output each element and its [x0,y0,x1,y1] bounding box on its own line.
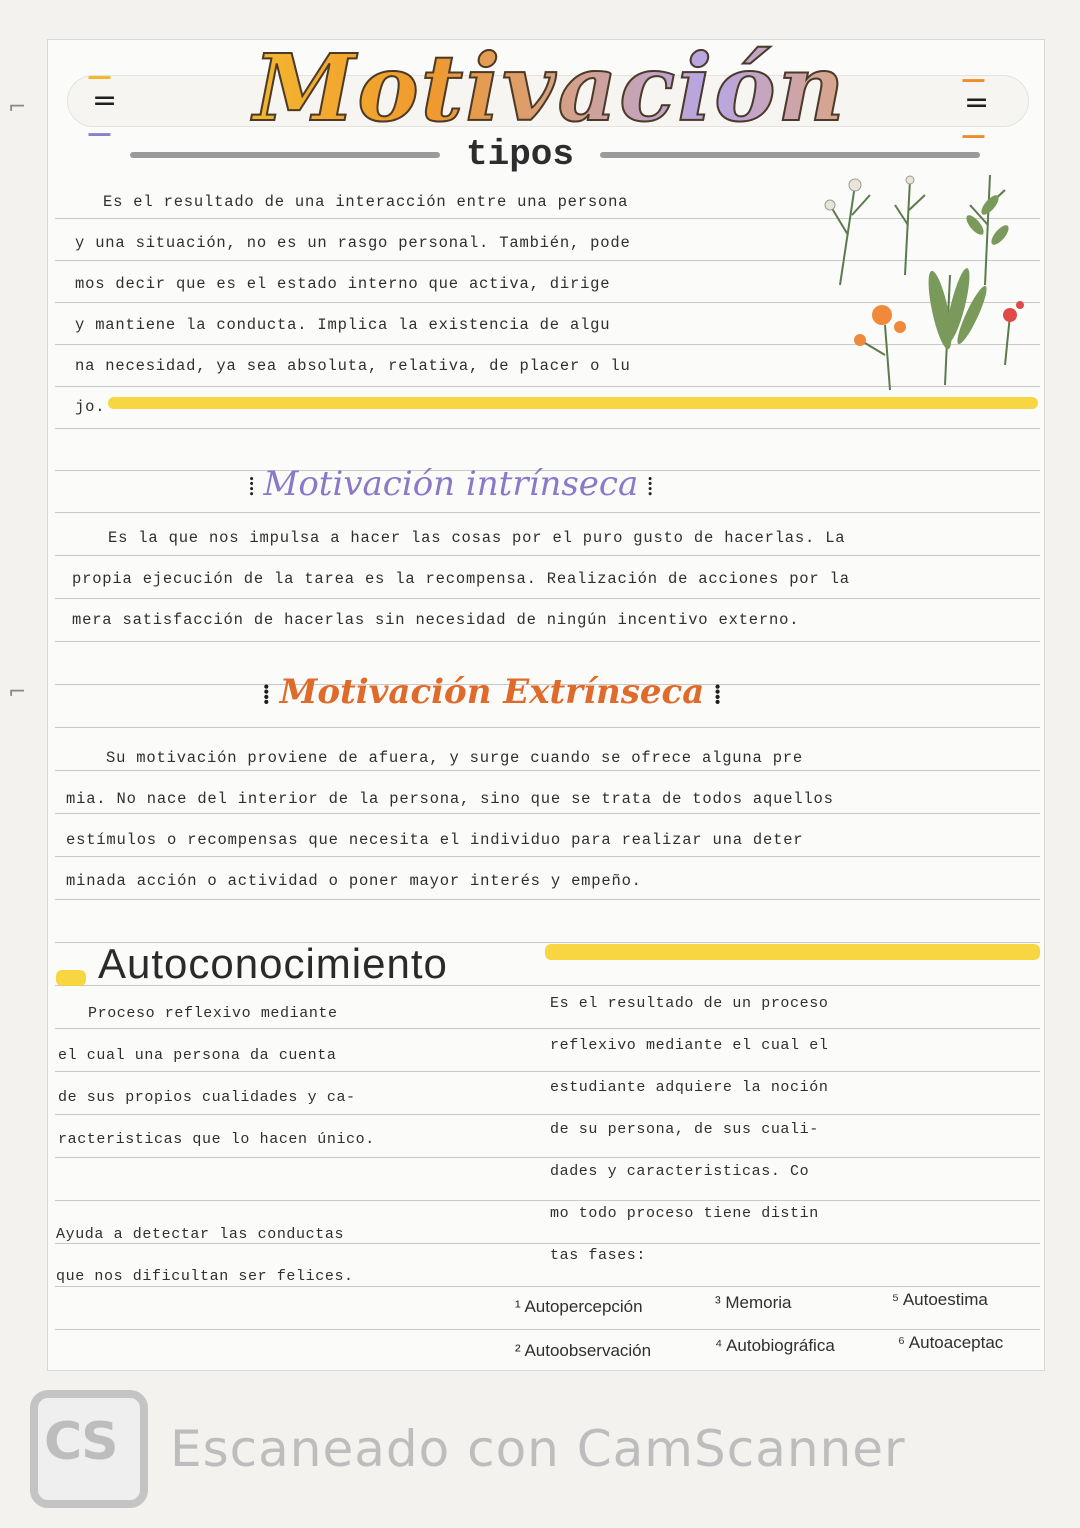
extrinsic-line: estímulos o recompensas que necesita el individuo para realizar una deter [66,831,804,849]
sparkle-icon: ⚊ [86,52,113,87]
sparkle-icon: = [964,85,990,120]
sparkle-icon: ⁞ [638,472,654,502]
left-column-line: Ayuda a detectar las conductas [56,1226,345,1243]
intrinsic-line: mera satisfacción de hacerlas sin necesidad de ningún incentivo externo. [72,611,800,629]
highlight-stroke [545,944,1040,960]
phase-item: ¹ Autopercepción [515,1297,643,1316]
intro-paragraph [75,182,795,428]
extrinsic-heading [262,670,722,717]
left-column-line: racteristicas que lo hacen único. [58,1131,375,1148]
sparkle-icon: ⚊ [86,109,113,144]
highlight-stroke [108,397,1038,409]
phase-item: ³ Memoria [715,1293,792,1312]
autoconocimiento-right-column [550,983,1020,1277]
phase-item: ⁵ Autoestima [892,1290,988,1309]
plants-illustration [800,165,1035,395]
intro-line: na necesidad, ya sea absoluta, relativa, de placer o lu [75,357,631,375]
phase-item: ² Autoobservación [515,1341,652,1360]
extrinsic-line: minada acción o actividad o poner mayor interés y empeño. [66,872,642,890]
autoconocimiento-heading: Autoconocimiento [98,940,448,987]
sparkle-icon: = [92,83,118,118]
intro-line: y mantiene la conducta. Implica la existencia de algu [75,316,611,334]
left-column-line: el cual una persona da cuenta [58,1047,337,1064]
left-column-line: de sus propios cualidades y ca- [58,1089,356,1106]
camscanner-logo [30,1390,148,1508]
left-column-line: Proceso reflexivo mediante [88,1005,338,1022]
sparkle-icon: ⚊ [960,111,987,146]
sparkle-icon: ⚊ [960,55,987,90]
page-title: Motivación [150,28,950,148]
sparkle-icon: ⁞ [248,472,264,502]
extrinsic-line: Su motivación proviene de afuera, y surge cuando se ofrece alguna pre [106,749,804,767]
left-column-line: que nos dificultan ser felices. [56,1268,354,1285]
subtitle-underline [600,152,980,158]
right-column-line: estudiante adquiere la noción [550,1079,829,1096]
page-subtitle: tipos [465,134,575,175]
intro-line: Es el resultado de una interacción entre una persona [103,193,629,211]
phase-item: ⁶ Autoaceptac [898,1333,1004,1352]
right-column-line: reflexivo mediante el cual el [550,1037,829,1054]
right-column-line: tas fases: [550,1247,647,1264]
right-column-line: de su persona, de sus cuali- [550,1121,819,1138]
subtitle-underline [130,152,440,158]
sparkle-icon: ⁞ [704,680,722,710]
phase-item: ⁴ Autobiográfica [715,1336,835,1355]
intrinsic-line: Es la que nos impulsa a hacer las cosas por el puro gusto de hacerlas. La [108,529,846,547]
camscanner-logo-text: CS [44,1412,117,1472]
extrinsic-paragraph [66,738,1041,902]
intrinsic-heading-text: Motivación intrínseca [263,464,639,504]
autoconocimiento-left-column [58,993,528,1161]
extrinsic-line: mia. No nace del interior de la persona, sino que se trata de todos aquellos [66,790,834,808]
highlight-stroke [56,970,86,986]
right-column-line: Es el resultado de un proceso [550,995,829,1012]
extrinsic-heading-text: Motivación Extrínseca [279,672,705,712]
right-column-line: mo todo proceso tiene distin [550,1205,819,1222]
sparkle-icon: ⁞ [262,680,280,710]
margin-mark: ⌐ [8,95,27,120]
margin-mark: ⌐ [8,680,27,705]
intrinsic-heading [248,462,654,509]
intro-line: jo. [75,398,106,416]
right-column-line: dades y caracteristicas. Co [550,1163,810,1180]
camscanner-watermark: Escaneado con CamScanner [170,1420,906,1478]
intrinsic-paragraph [72,518,1037,641]
autoconocimiento-left-column-2 [56,1214,526,1298]
intrinsic-line: propia ejecución de la tarea es la recompensa. Realización de acciones por la [72,570,850,588]
intro-line: mos decir que es el estado interno que activa, dirige [75,275,611,293]
intro-line: y una situación, no es un rasgo personal. También, pode [75,234,631,252]
